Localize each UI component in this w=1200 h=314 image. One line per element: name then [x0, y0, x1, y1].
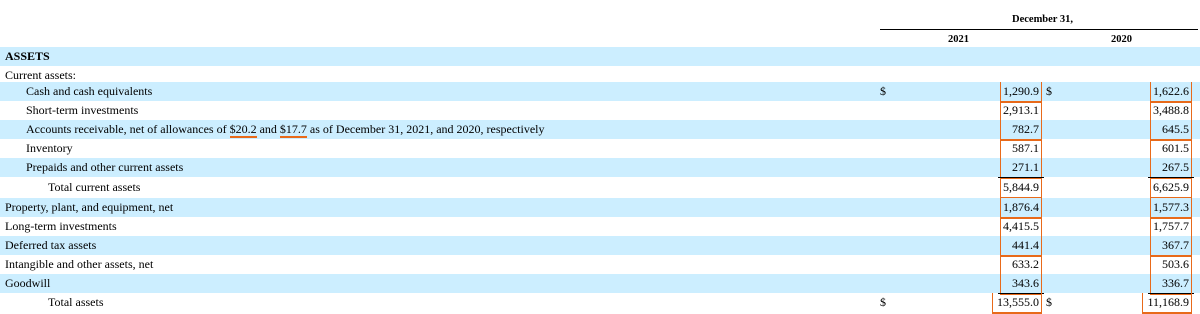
- table-row: [0, 82, 1200, 101]
- row-label: Prepaids and other current assets: [26, 160, 184, 174]
- table-row: [0, 255, 1200, 274]
- row-label: [26, 120, 545, 139]
- value-2020: 1,577.3: [1150, 198, 1192, 219]
- row-label: Short-term investments: [26, 103, 139, 117]
- row-label: Inventory: [26, 141, 73, 155]
- header-rule: [880, 29, 1198, 30]
- label-text: as of December 31, 2021, and 2020, respectively: [306, 122, 545, 136]
- label-text: Accounts receivable, net of allowances of: [26, 122, 230, 136]
- value-2020: 11,168.9: [1142, 293, 1192, 314]
- allowance-2021: $20.2: [229, 122, 257, 136]
- row-label: Cash and cash equivalents: [26, 84, 153, 98]
- table-row: [0, 236, 1200, 255]
- value-2020: 336.7: [1150, 274, 1192, 295]
- table-row: [0, 139, 1200, 158]
- table-row: [0, 178, 1200, 197]
- value-2020: 503.6: [1150, 255, 1192, 276]
- row-label: Deferred tax assets: [5, 238, 97, 252]
- value-2021: 1,876.4: [1000, 198, 1042, 219]
- period-header: December 31,: [1012, 14, 1074, 25]
- section-assets-title: ASSETS: [5, 49, 50, 63]
- value-2020: 267.5: [1150, 158, 1192, 179]
- row-label: Total assets: [48, 295, 104, 309]
- value-2021: 782.7: [1000, 120, 1042, 141]
- value-2021: 4,415.5: [1000, 217, 1042, 238]
- value-2020: 3,488.8: [1150, 101, 1192, 122]
- row-label: Total current assets: [48, 180, 141, 194]
- value-2020: 645.5: [1150, 120, 1192, 141]
- allowance-2020: $17.7: [279, 122, 307, 136]
- table-row: [0, 217, 1200, 236]
- row-label: Intangible and other assets, net: [5, 257, 154, 271]
- label-text: and: [256, 122, 280, 136]
- value-2020: 1,757.7: [1150, 217, 1192, 238]
- currency-symbol: $: [880, 84, 886, 98]
- row-label: Property, plant, and equipment, net: [5, 200, 174, 214]
- table-row: [0, 101, 1200, 120]
- value-2021: 633.2: [1000, 255, 1042, 276]
- value-2021: 5,844.9: [1000, 178, 1042, 199]
- table-row: [0, 198, 1200, 217]
- column-header-2021: 2021: [948, 34, 969, 45]
- value-2021: 587.1: [1000, 139, 1042, 160]
- table-row: [0, 158, 1200, 177]
- table-row: [0, 293, 1200, 312]
- value-2021: 2,913.1: [1000, 101, 1042, 122]
- value-2021: 1,290.9: [1000, 82, 1042, 103]
- section-current-assets-title: Current assets:: [5, 68, 76, 82]
- currency-symbol: $: [880, 295, 886, 309]
- value-2020: 367.7: [1150, 236, 1192, 257]
- value-2020: 1,622.6: [1150, 82, 1192, 103]
- value-2021: 441.4: [1000, 236, 1042, 257]
- value-2021: 271.1: [1000, 158, 1042, 179]
- table-row: [0, 274, 1200, 293]
- column-header-2020: 2020: [1111, 34, 1132, 45]
- section-assets-row: [0, 47, 1200, 66]
- value-2020: 601.5: [1150, 139, 1192, 160]
- currency-symbol: $: [1046, 295, 1052, 309]
- row-label: Goodwill: [5, 276, 51, 290]
- table-row: [0, 120, 1200, 139]
- currency-symbol: $: [1046, 84, 1052, 98]
- value-2020: 6,625.9: [1150, 178, 1192, 199]
- value-2021: 343.6: [1000, 274, 1042, 295]
- value-2021: 13,555.0: [992, 293, 1042, 314]
- row-label: Long-term investments: [5, 219, 117, 233]
